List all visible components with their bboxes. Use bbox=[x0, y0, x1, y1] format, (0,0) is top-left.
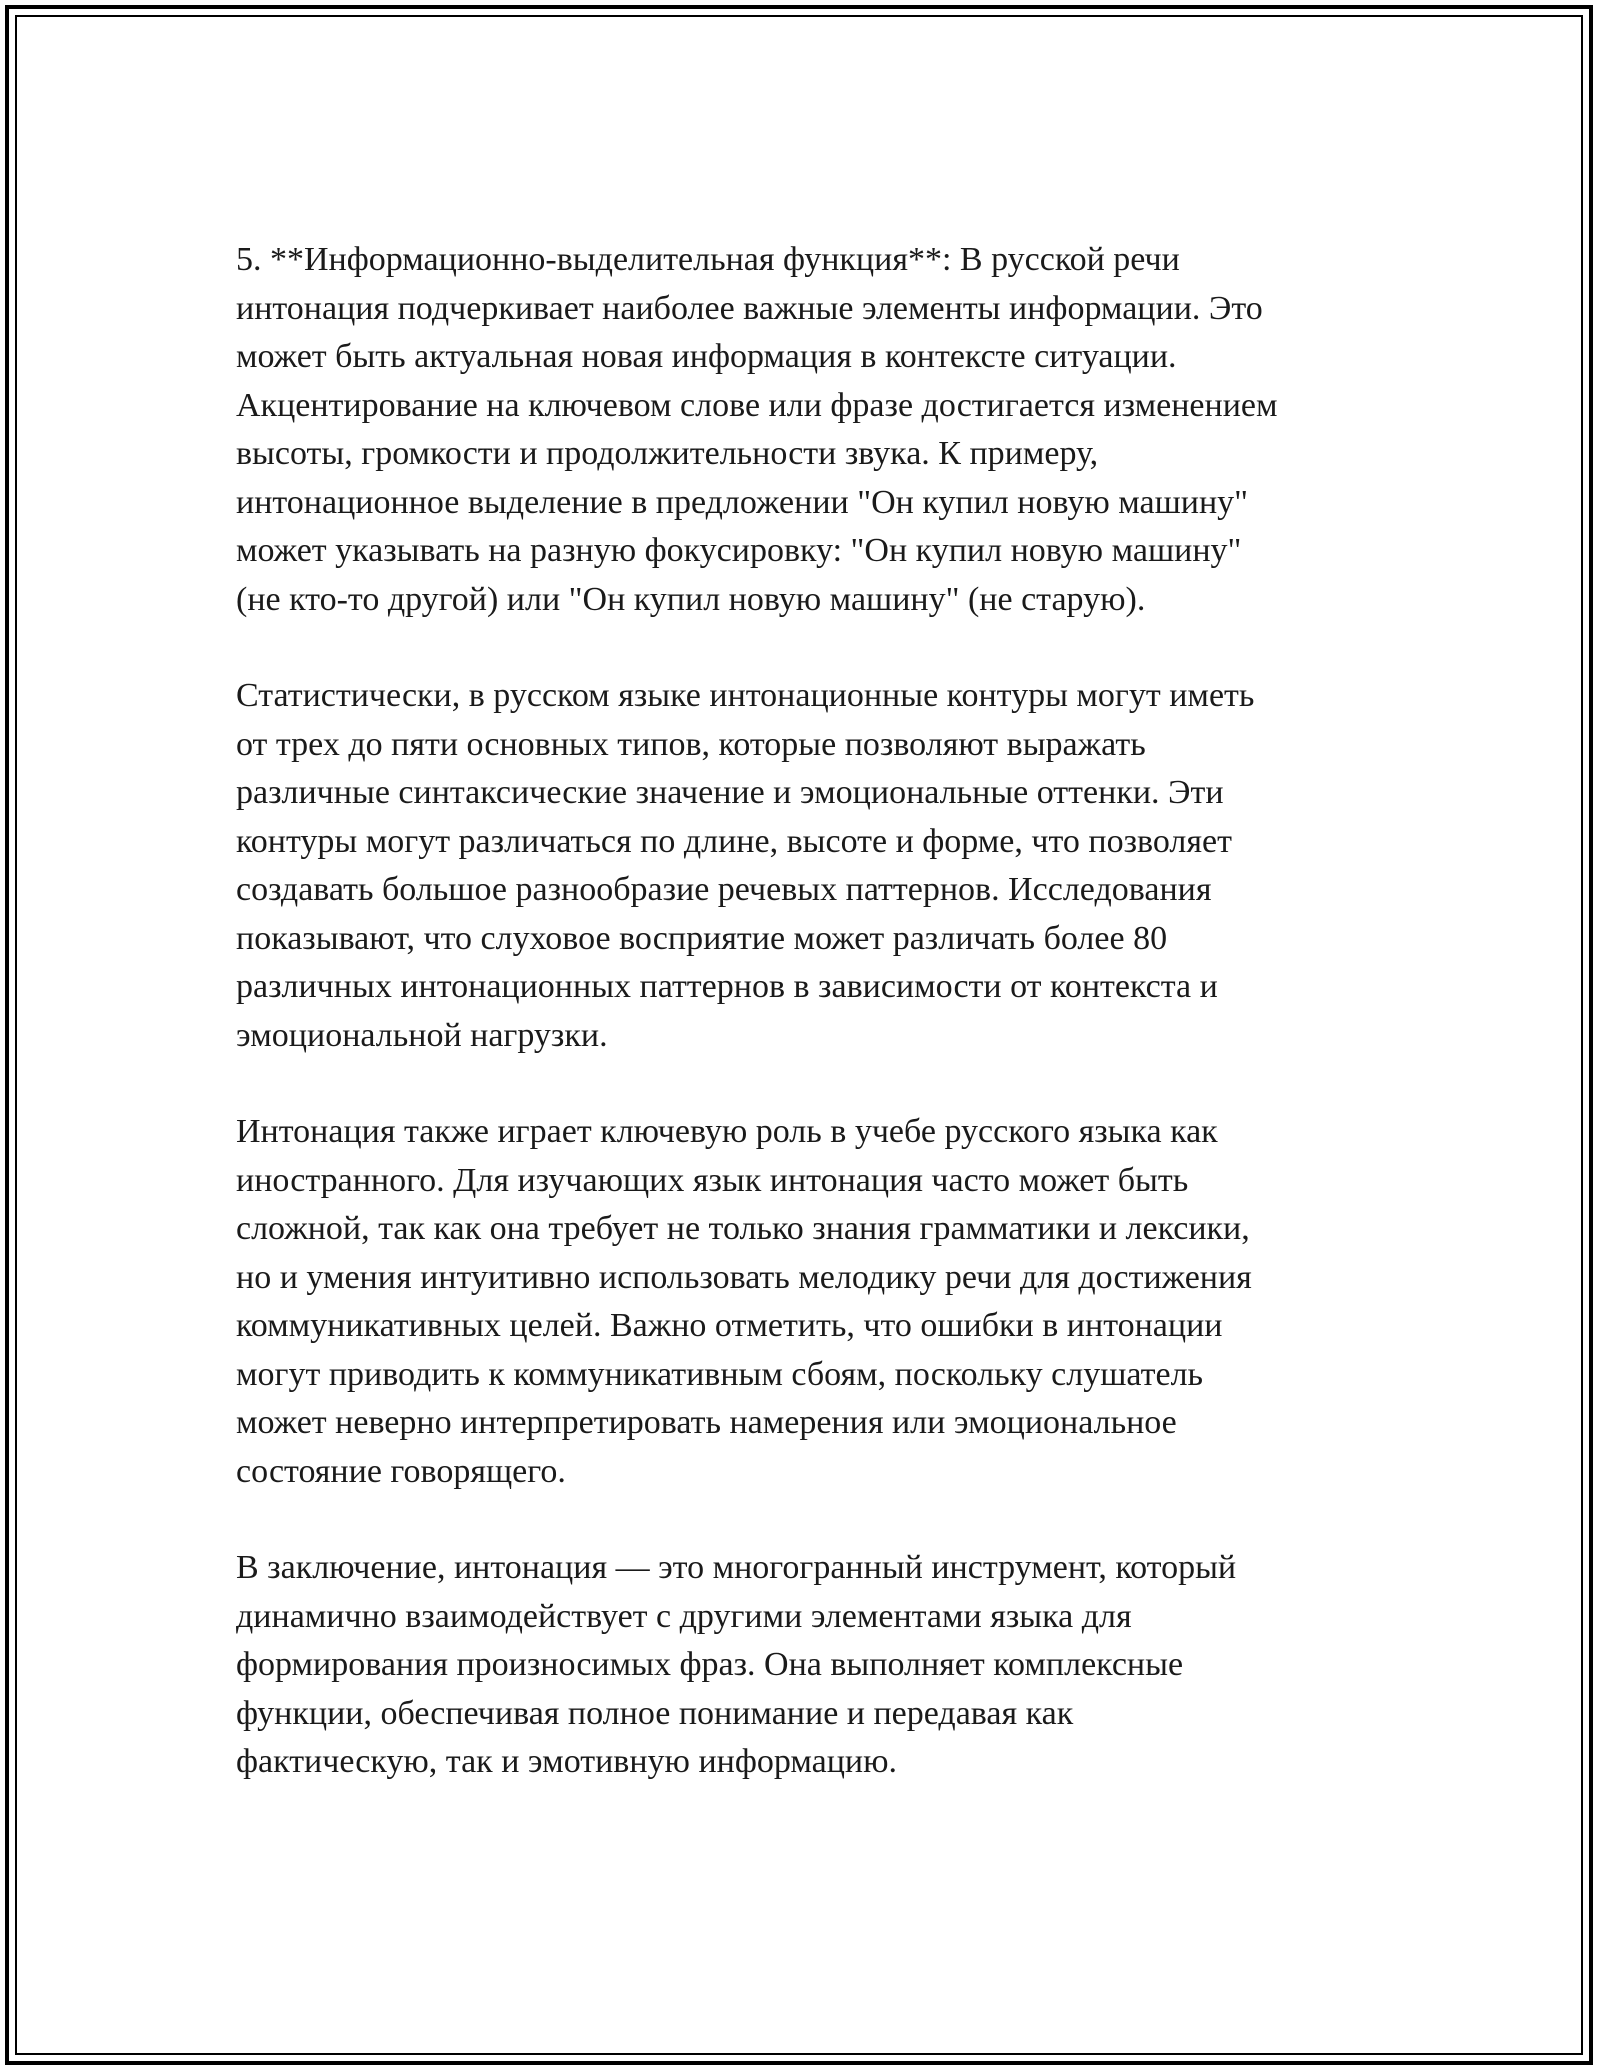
text-line: Статистически, в русском языке интонационные контуры могут иметь bbox=[236, 677, 1255, 714]
text-line: интонация подчеркивает наиболее важные элементы информации. Это bbox=[236, 289, 1263, 327]
text-line: но и умения интуитивно использовать мелодику речи для достижения bbox=[236, 1258, 1252, 1296]
text-line: (не кто-то другой) или "Он купил новую машину" (не старую). bbox=[236, 580, 1146, 618]
text-line: 5. **Информационно-выделительная функция**: В русской речи bbox=[236, 241, 1180, 278]
text-line: сложной, так как она требует не только знания грамматики и лексики, bbox=[236, 1210, 1250, 1247]
text-line: показывают, что слуховое восприятие может различать более 80 bbox=[236, 919, 1168, 957]
text-line: формирования произносимых фраз. Она выполняет комплексные bbox=[236, 1646, 1184, 1683]
text-line: контуры могут различаться по длине, высоте и форме, что позволяет bbox=[236, 822, 1232, 860]
text-line: фактическую, так и эмотивную информацию. bbox=[236, 1743, 898, 1780]
text-line: коммуникативных целей. Важно отметить, что ошибки в интонации bbox=[236, 1307, 1223, 1344]
text-line: может неверно интерпретировать намерения или эмоциональное bbox=[236, 1404, 1177, 1441]
text-line: высоты, громкости и продолжительности звука. К примеру, bbox=[236, 435, 1099, 472]
text-line: В заключение, интонация — это многогранный инструмент, который bbox=[236, 1549, 1237, 1586]
document-body bbox=[236, 236, 1366, 1835]
text-line: различных интонационных паттернов в зависимости от контекста и bbox=[236, 968, 1218, 1005]
paragraph-conclusion bbox=[236, 1544, 1366, 1787]
text-line: динамично взаимодействует с другими элементами языка для bbox=[236, 1597, 1132, 1635]
text-line: интонационное выделение в предложении "Он купил новую машину" bbox=[236, 483, 1249, 521]
text-line: эмоциональной нагрузки. bbox=[236, 1016, 608, 1054]
text-line: Интонация также играет ключевую роль в учебе русского языка как bbox=[236, 1113, 1218, 1150]
paragraph-statistics bbox=[236, 672, 1366, 1060]
text-line: иностранного. Для изучающих язык интонация часто может быть bbox=[236, 1161, 1189, 1199]
text-line: может быть актуальная новая информация в контексте ситуации. bbox=[236, 338, 1177, 375]
text-line: могут приводить к коммуникативным сбоям, поскольку слушатель bbox=[236, 1355, 1204, 1393]
text-line: создавать большое разнообразие речевых паттернов. Исследования bbox=[236, 871, 1212, 908]
text-line: Акцентирование на ключевом слове или фразе достигается изменением bbox=[236, 386, 1278, 424]
text-line: может указывать на разную фокусировку: "Он купил новую машину" bbox=[236, 532, 1242, 569]
paragraph-foreign-learning bbox=[236, 1108, 1366, 1496]
text-line: состояние говорящего. bbox=[236, 1452, 566, 1490]
text-line: от трех до пяти основных типов, которые позволяют выражать bbox=[236, 725, 1146, 763]
text-line: функции, обеспечивая полное понимание и передавая как bbox=[236, 1694, 1074, 1732]
text-line: различные синтаксические значение и эмоциональные оттенки. Эти bbox=[236, 774, 1224, 811]
paragraph-informational-function bbox=[236, 236, 1366, 624]
